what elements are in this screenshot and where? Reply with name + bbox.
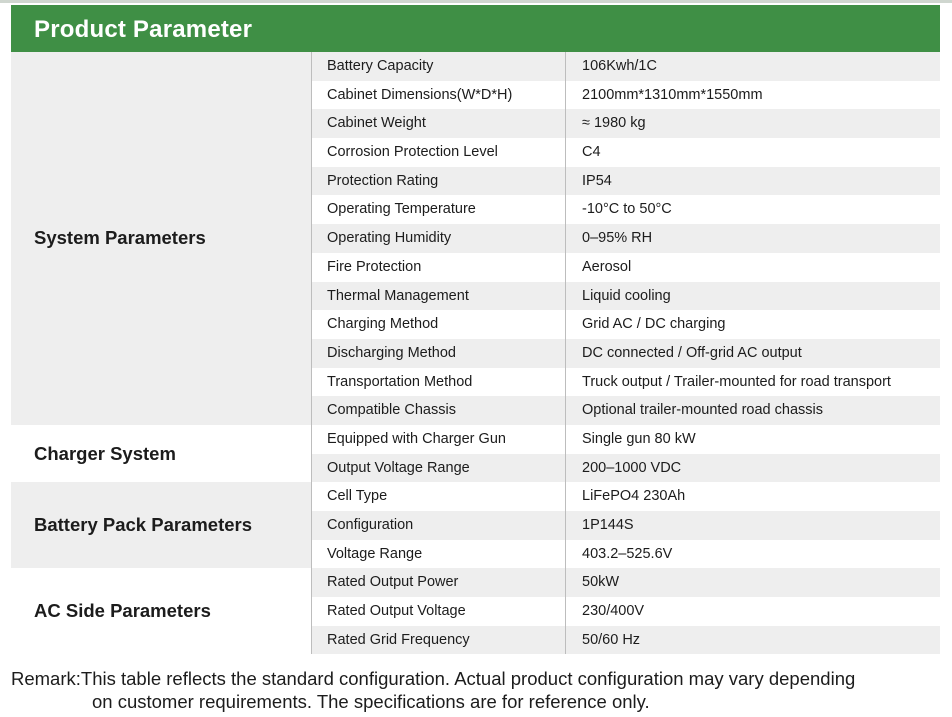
table-row — [311, 138, 940, 167]
param-name: Compatible Chassis — [312, 396, 566, 425]
param-name: Configuration — [312, 511, 566, 540]
table-row — [311, 109, 940, 138]
table-row — [311, 597, 940, 626]
param-value: Optional trailer-mounted road chassis — [582, 402, 823, 419]
param-value: 1P144S — [582, 517, 634, 533]
param-value: Single gun 80 kW — [582, 430, 696, 447]
param-value: 50/60 Hz — [582, 631, 641, 648]
parameter-table — [11, 52, 940, 654]
param-value: 2100mm*1310mm*1550mm — [582, 86, 763, 103]
group-label: AC Side Parameters — [34, 600, 211, 622]
param-name: Fire Protection — [312, 253, 566, 282]
group-label-cell — [11, 52, 311, 425]
table-row — [311, 310, 940, 339]
group-ac-side-parameters — [11, 568, 940, 654]
param-value: 50kW — [582, 574, 620, 591]
table-row — [311, 81, 940, 110]
table-row — [311, 52, 940, 81]
param-value: DC connected / Off-grid AC output — [582, 344, 802, 361]
param-value: -10°C to 50°C — [582, 201, 672, 218]
param-value: 403.2–525.6V — [582, 545, 673, 562]
table-row — [311, 482, 940, 511]
param-value: ≈ 1980 kg — [582, 115, 646, 132]
group-rows — [311, 425, 940, 482]
param-name: Thermal Management — [312, 282, 566, 311]
param-name: Voltage Range — [312, 540, 566, 569]
top-divider — [0, 0, 952, 3]
param-name: Rated Grid Frequency — [312, 626, 566, 655]
param-value: 106Kwh/1C — [582, 58, 657, 74]
param-name: Rated Output Voltage — [312, 597, 566, 626]
table-row — [311, 396, 940, 425]
group-label-cell — [11, 568, 311, 654]
param-name: Transportation Method — [312, 368, 566, 397]
param-value: 230/400V — [582, 603, 645, 620]
param-value: 200–1000 VDC — [582, 459, 682, 476]
param-name: Protection Rating — [312, 167, 566, 196]
group-rows — [311, 568, 940, 654]
table-row — [311, 454, 940, 483]
param-value: 0–95% RH — [582, 230, 653, 247]
param-value: Truck output / Trailer-mounted for road transport — [582, 373, 891, 390]
param-name: Charging Method — [312, 310, 566, 339]
table-row — [311, 425, 940, 454]
table-row — [311, 339, 940, 368]
param-name: Battery Capacity — [312, 52, 566, 81]
table-row — [311, 540, 940, 569]
param-value: IP54 — [582, 172, 612, 189]
group-rows — [311, 52, 940, 425]
param-name: Cabinet Dimensions(W*D*H) — [312, 81, 566, 110]
param-value: C4 — [582, 144, 601, 161]
param-name: Corrosion Protection Level — [312, 138, 566, 167]
table-row — [311, 282, 940, 311]
table-row — [311, 195, 940, 224]
group-label: Battery Pack Parameters — [34, 514, 253, 536]
table-row — [311, 511, 940, 540]
table-row — [311, 167, 940, 196]
param-value: LiFePO4 230Ah — [582, 488, 686, 505]
table-row — [311, 568, 940, 597]
table-row — [311, 224, 940, 253]
group-battery-pack-parameters — [11, 482, 940, 568]
group-label-cell — [11, 482, 311, 568]
param-value: Grid AC / DC charging — [582, 316, 726, 333]
group-label: System Parameters — [34, 227, 206, 249]
table-row — [311, 368, 940, 397]
param-value: Aerosol — [582, 258, 632, 275]
table-row — [311, 253, 940, 282]
remark-note — [11, 667, 946, 713]
param-name: Operating Humidity — [312, 224, 566, 253]
group-label-cell — [11, 425, 311, 482]
param-name: Discharging Method — [312, 339, 566, 368]
remark-line-2: on customer requirements. The specifications are for reference only. — [92, 691, 650, 712]
title-bar — [11, 5, 940, 52]
param-name: Operating Temperature — [312, 195, 566, 224]
page-title: Product Parameter — [34, 16, 253, 43]
param-name: Cabinet Weight — [312, 109, 566, 138]
param-name: Output Voltage Range — [312, 454, 566, 483]
group-charger-system — [11, 425, 940, 482]
group-rows — [311, 482, 940, 568]
group-system-parameters — [11, 52, 940, 425]
param-name: Rated Output Power — [312, 568, 566, 597]
table-row — [311, 626, 940, 655]
param-value: Liquid cooling — [582, 287, 671, 304]
remark-line-1: Remark:This table reflects the standard configuration. Actual product configuration may vary depending — [11, 668, 856, 689]
param-name: Cell Type — [312, 482, 566, 511]
param-name: Equipped with Charger Gun — [312, 425, 566, 454]
group-label: Charger System — [34, 442, 176, 464]
